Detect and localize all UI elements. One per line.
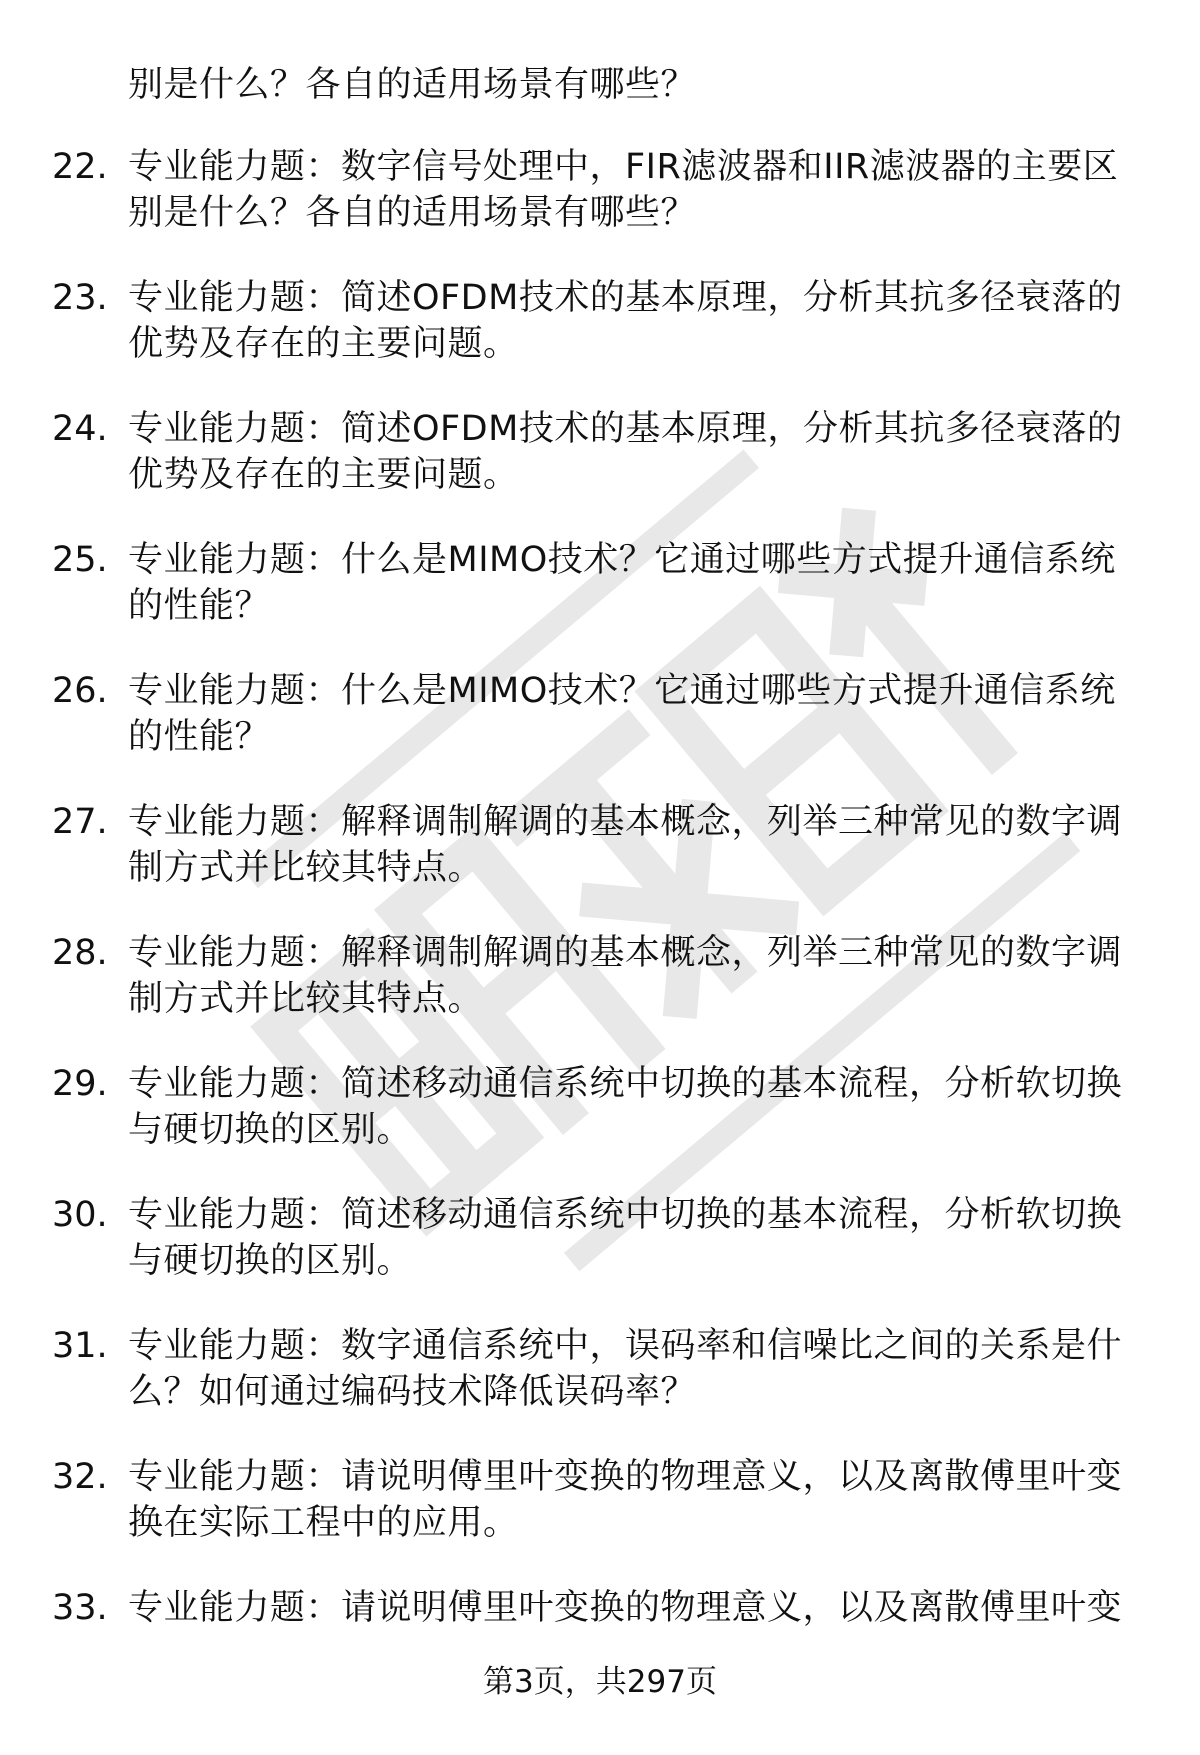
question-number: 25.	[52, 540, 108, 580]
question-list	[0, 144, 1200, 1716]
page-footer-pagination: 第3页，共297页	[483, 1664, 717, 1700]
question-item	[0, 930, 1200, 1061]
question-item	[0, 406, 1200, 537]
question-item	[0, 537, 1200, 668]
question-number: 23.	[52, 278, 108, 318]
question-number: 31.	[52, 1326, 108, 1366]
question-line: 的性能？	[128, 717, 271, 757]
question-number: 29.	[52, 1064, 108, 1104]
question-line: 专业能力题：数字信号处理中，FIR滤波器和IIR滤波器的主要区	[128, 147, 1119, 187]
question-line: 专业能力题：什么是MIMO技术？它通过哪些方式提升通信系统	[128, 671, 1116, 711]
question-item	[0, 1454, 1200, 1585]
question-line: 专业能力题：什么是MIMO技术？它通过哪些方式提升通信系统	[128, 540, 1116, 580]
question-item	[0, 1323, 1200, 1454]
question-line: 制方式并比较其特点。	[128, 848, 484, 888]
question-number: 33.	[52, 1588, 108, 1628]
question-item	[0, 275, 1200, 406]
question-line: 专业能力题：数字通信系统中，误码率和信噪比之间的关系是什	[128, 1326, 1123, 1366]
question-text	[128, 275, 1138, 367]
question-line: 制方式并比较其特点。	[128, 979, 484, 1019]
question-line: 专业能力题：解释调制解调的基本概念，列举三种常见的数字调	[128, 933, 1123, 973]
continued-question-text: 别是什么？各自的适用场景有哪些？	[128, 65, 697, 105]
question-number: 32.	[52, 1457, 108, 1497]
question-item	[0, 668, 1200, 799]
question-text	[128, 406, 1138, 498]
question-text	[128, 668, 1138, 760]
question-text	[128, 1323, 1138, 1415]
question-number: 30.	[52, 1195, 108, 1235]
question-number: 24.	[52, 409, 108, 449]
question-item	[0, 144, 1200, 275]
question-line: 与硬切换的区别。	[128, 1241, 413, 1281]
question-line: 换在实际工程中的应用。	[128, 1503, 519, 1543]
question-line: 专业能力题：简述移动通信系统中切换的基本流程，分析软切换	[128, 1195, 1123, 1235]
question-line: 专业能力题：请说明傅里叶变换的物理意义，以及离散傅里叶变	[128, 1457, 1123, 1497]
question-number: 27.	[52, 802, 108, 842]
question-line: 专业能力题：简述移动通信系统中切换的基本流程，分析软切换	[128, 1064, 1123, 1104]
question-line: 专业能力题：简述OFDM技术的基本原理，分析其抗多径衰落的	[128, 409, 1123, 449]
question-text	[128, 537, 1138, 629]
question-text	[128, 930, 1138, 1022]
question-text	[128, 1061, 1138, 1153]
question-line: 么？如何通过编码技术降低误码率？	[128, 1372, 697, 1412]
question-text	[128, 144, 1138, 236]
question-line: 的性能？	[128, 586, 271, 626]
question-line: 别是什么？各自的适用场景有哪些？	[128, 193, 697, 233]
question-number: 22.	[52, 147, 108, 187]
question-line: 专业能力题：解释调制解调的基本概念，列举三种常见的数字调	[128, 802, 1123, 842]
question-line: 与硬切换的区别。	[128, 1110, 413, 1150]
question-text	[128, 1192, 1138, 1284]
question-text	[128, 1585, 1138, 1631]
question-text	[128, 1454, 1138, 1546]
question-number: 26.	[52, 671, 108, 711]
question-line: 优势及存在的主要问题。	[128, 324, 519, 364]
question-item	[0, 799, 1200, 930]
question-line: 专业能力题：请说明傅里叶变换的物理意义，以及离散傅里叶变	[128, 1588, 1123, 1628]
question-item	[0, 1061, 1200, 1192]
question-item	[0, 1192, 1200, 1323]
question-number: 28.	[52, 933, 108, 973]
question-line: 专业能力题：简述OFDM技术的基本原理，分析其抗多径衰落的	[128, 278, 1123, 318]
question-line: 优势及存在的主要问题。	[128, 455, 519, 495]
question-text	[128, 799, 1138, 891]
